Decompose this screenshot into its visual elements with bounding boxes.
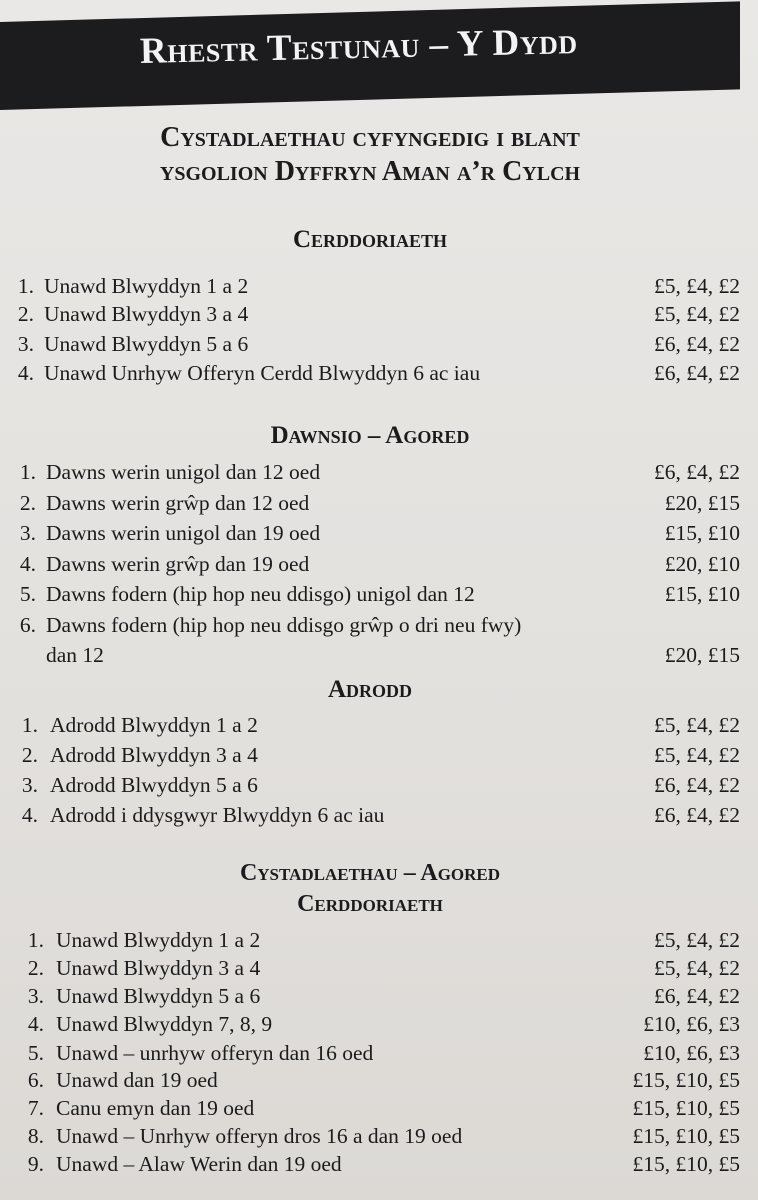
list-item (0, 1096, 740, 1126)
item-number: 6. (19, 613, 36, 637)
item-price: £5, £4, £2 (654, 956, 740, 980)
list-item (0, 1012, 740, 1042)
item-label: Adrodd Blwyddyn 3 a 4 (50, 743, 258, 767)
item-price: £5, £4, £2 (654, 302, 740, 326)
list-item (0, 1152, 740, 1182)
item-price: £15, £10, £5 (632, 1124, 740, 1148)
section-heading-dawnsio: Dawnsio – Agored (270, 422, 470, 449)
list-item (0, 332, 740, 362)
item-number: 3. (19, 521, 36, 545)
item-price: £5, £4, £2 (654, 713, 740, 737)
item-price: £5, £4, £2 (654, 274, 740, 298)
item-number: 7. (27, 1096, 44, 1120)
item-price: £5, £4, £2 (654, 743, 740, 767)
list-item (0, 361, 740, 391)
item-number: 2. (21, 743, 38, 767)
item-label: Dawns werin unigol dan 19 oed (46, 521, 321, 545)
item-label: Unawd Blwyddyn 5 a 6 (56, 984, 261, 1008)
item-number: 4. (17, 361, 34, 385)
item-label: Dawns fodern (hip hop neu ddisgo) unigol dan 12 (46, 582, 475, 606)
item-number: 1. (19, 460, 36, 484)
section-subheading-cerddoriaeth: Cerddoriaeth (297, 891, 443, 917)
list-item (0, 984, 740, 1014)
item-number: 5. (27, 1041, 44, 1065)
list-item (0, 582, 740, 612)
list-item (0, 552, 740, 582)
list-item (0, 613, 740, 643)
section-heading-cerddoriaeth: Cerddoriaeth (292, 226, 448, 253)
item-price: £6, £4, £2 (654, 803, 740, 827)
item-price: £20, £10 (664, 552, 740, 576)
item-label-continuation: dan 12 (46, 643, 104, 667)
list-item (0, 773, 740, 803)
item-number: 1. (17, 274, 34, 298)
item-label: Unawd Unrhyw Offeryn Cerdd Blwyddyn 6 ac iau (44, 361, 481, 385)
item-price: £20, £15 (664, 643, 740, 667)
item-number: 4. (27, 1012, 44, 1036)
item-number: 3. (21, 773, 38, 797)
item-label: Adrodd Blwyddyn 5 a 6 (50, 773, 258, 797)
list-item (0, 956, 740, 986)
list-item (0, 491, 740, 521)
list-item (0, 743, 740, 773)
item-label: Unawd Blwyddyn 5 a 6 (44, 332, 249, 356)
list-item (0, 713, 740, 743)
item-number: 6. (27, 1068, 44, 1092)
item-label: Unawd – Unrhyw offeryn dros 16 a dan 19 oed (56, 1124, 463, 1148)
item-price: £20, £15 (664, 491, 740, 515)
item-price: £6, £4, £2 (654, 332, 740, 356)
item-price: £15, £10, £5 (632, 1152, 740, 1176)
item-price: £15, £10 (664, 582, 740, 606)
item-label: Dawns werin grŵp dan 12 oed (46, 491, 310, 515)
item-number: 3. (27, 984, 44, 1008)
item-price: £10, £6, £3 (643, 1012, 740, 1036)
item-price: £15, £10 (664, 521, 740, 545)
item-label: Adrodd i ddysgwyr Blwyddyn 6 ac iau (50, 803, 385, 827)
list-item-continuation (0, 643, 740, 673)
item-price: £15, £10, £5 (632, 1096, 740, 1120)
item-label: Unawd – unrhyw offeryn dan 16 oed (56, 1041, 374, 1065)
list-item (0, 928, 740, 958)
section-heading-adrodd: Adrodd (327, 676, 413, 703)
item-label: Unawd Blwyddyn 3 a 4 (56, 956, 261, 980)
item-label: Adrodd Blwyddyn 1 a 2 (50, 713, 258, 737)
item-label: Unawd – Alaw Werin dan 19 oed (56, 1152, 342, 1176)
item-number: 2. (17, 302, 34, 326)
item-label: Dawns werin unigol dan 12 oed (46, 460, 321, 484)
list-item (0, 274, 740, 304)
item-price: £5, £4, £2 (654, 928, 740, 952)
intro-heading-line-2: ysgolion Dyffryn Aman a’r Cylch (159, 156, 581, 187)
section-heading-cystadlaethau-agored: Cystadlaethau – Agored (239, 860, 501, 886)
item-label: Unawd Blwyddyn 1 a 2 (44, 274, 249, 298)
item-price: £6, £4, £2 (654, 984, 740, 1008)
list-item (0, 1041, 740, 1071)
item-label: Unawd dan 19 oed (56, 1068, 218, 1092)
item-price: £6, £4, £2 (654, 460, 740, 484)
item-number: 4. (21, 803, 38, 827)
list-item (0, 1124, 740, 1154)
item-label: Dawns fodern (hip hop neu ddisgo grŵp o dri neu fwy) (46, 613, 522, 637)
item-number: 8. (27, 1124, 44, 1148)
intro-heading-line-1: Cystadlaethau cyfyngedig i blant (160, 122, 580, 153)
item-number: 5. (19, 582, 36, 606)
item-price: £10, £6, £3 (643, 1041, 740, 1065)
item-label: Unawd Blwyddyn 1 a 2 (56, 928, 261, 952)
item-number: 2. (27, 956, 44, 980)
item-price: £6, £4, £2 (654, 773, 740, 797)
list-item (0, 803, 740, 833)
page-title: Rhestr Testunau – Y Dydd (139, 21, 579, 72)
list-item (0, 460, 740, 490)
item-number: 2. (19, 491, 36, 515)
list-item (0, 1068, 740, 1098)
item-price: £15, £10, £5 (632, 1068, 740, 1092)
item-label: Canu emyn dan 19 oed (56, 1096, 255, 1120)
list-item (0, 521, 740, 551)
item-number: 1. (21, 713, 38, 737)
item-price: £6, £4, £2 (654, 361, 740, 385)
item-number: 3. (17, 332, 34, 356)
item-label: Unawd Blwyddyn 7, 8, 9 (56, 1012, 273, 1036)
item-number: 1. (27, 928, 44, 952)
item-label: Dawns werin grŵp dan 19 oed (46, 552, 310, 576)
item-number: 9. (27, 1152, 44, 1176)
item-number: 4. (19, 552, 36, 576)
item-label: Unawd Blwyddyn 3 a 4 (44, 302, 249, 326)
list-item (0, 302, 740, 332)
